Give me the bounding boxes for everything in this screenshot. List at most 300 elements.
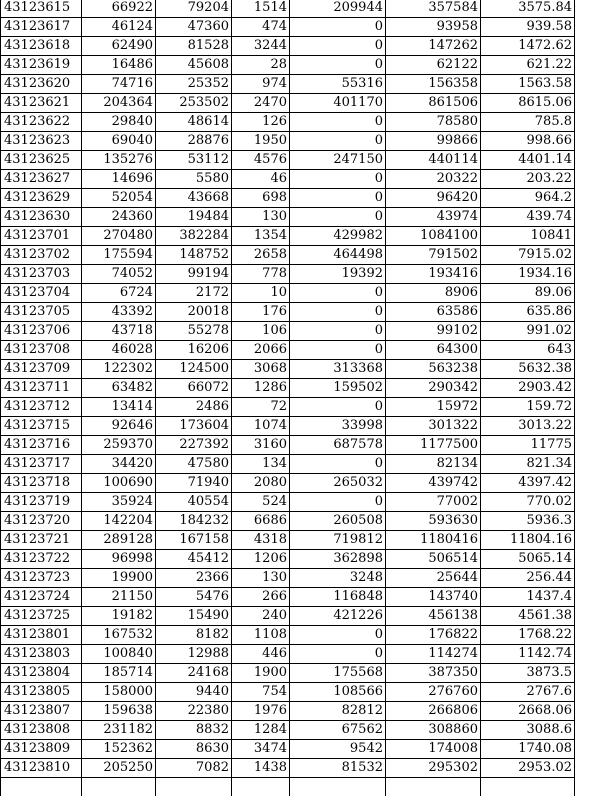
table-cell[interactable]: 429982	[290, 227, 386, 246]
table-cell[interactable]: 1768.22	[481, 626, 575, 645]
table-cell[interactable]: 247150	[290, 151, 386, 170]
table-cell[interactable]: 308860	[386, 721, 481, 740]
table-cell[interactable]: 43123711	[1, 379, 82, 398]
table-row	[1, 246, 575, 265]
table-cell[interactable]: 134	[232, 455, 290, 474]
table-cell[interactable]: 1976	[232, 702, 290, 721]
empty-cell[interactable]	[82, 778, 156, 796]
table-cell[interactable]: 253502	[156, 94, 232, 113]
table-cell[interactable]: 33998	[290, 417, 386, 436]
table-cell[interactable]: 63482	[82, 379, 156, 398]
table-cell[interactable]: 43123712	[1, 398, 82, 417]
empty-cell[interactable]	[481, 778, 575, 796]
table-cell[interactable]: 0	[290, 170, 386, 189]
table-cell[interactable]: 43123724	[1, 588, 82, 607]
table-cell[interactable]: 19182	[82, 607, 156, 626]
table-cell[interactable]: 19900	[82, 569, 156, 588]
table-cell[interactable]: 47580	[156, 455, 232, 474]
table-cell[interactable]: 0	[290, 132, 386, 151]
table-cell[interactable]: 96420	[386, 189, 481, 208]
table-cell[interactable]: 67562	[290, 721, 386, 740]
table-cell[interactable]: 43123701	[1, 227, 82, 246]
table-cell[interactable]: 991.02	[481, 322, 575, 341]
empty-cell[interactable]	[232, 778, 290, 796]
table-cell[interactable]: 2486	[156, 398, 232, 417]
table-cell[interactable]: 43668	[156, 189, 232, 208]
table-cell[interactable]: 1180416	[386, 531, 481, 550]
table-cell[interactable]: 8906	[386, 284, 481, 303]
table-cell[interactable]: 114274	[386, 645, 481, 664]
table-cell[interactable]: 3248	[290, 569, 386, 588]
table-cell[interactable]: 43123618	[1, 37, 82, 56]
table-cell[interactable]: 203.22	[481, 170, 575, 189]
table-cell[interactable]: 45608	[156, 56, 232, 75]
table-cell[interactable]: 2658	[232, 246, 290, 265]
table-cell[interactable]: 3088.6	[481, 721, 575, 740]
table-cell[interactable]: 46124	[82, 18, 156, 37]
table-cell[interactable]: 159.72	[481, 398, 575, 417]
table-cell[interactable]: 96998	[82, 550, 156, 569]
table-cell[interactable]: 63586	[386, 303, 481, 322]
table-cell[interactable]: 43123704	[1, 284, 82, 303]
table-cell[interactable]: 43718	[82, 322, 156, 341]
table-cell[interactable]: 13414	[82, 398, 156, 417]
table-cell[interactable]: 3160	[232, 436, 290, 455]
table-cell[interactable]: 791502	[386, 246, 481, 265]
table-cell[interactable]: 43123718	[1, 474, 82, 493]
table-cell[interactable]: 5580	[156, 170, 232, 189]
table-cell[interactable]: 69040	[82, 132, 156, 151]
table-cell[interactable]: 15972	[386, 398, 481, 417]
table-cell[interactable]: 0	[290, 493, 386, 512]
table-cell[interactable]: 0	[290, 645, 386, 664]
table-cell[interactable]: 439742	[386, 474, 481, 493]
table-cell[interactable]: 193416	[386, 265, 481, 284]
table-cell[interactable]: 106	[232, 322, 290, 341]
table-cell[interactable]: 778	[232, 265, 290, 284]
empty-cell[interactable]	[156, 778, 232, 796]
table-cell[interactable]: 4397.42	[481, 474, 575, 493]
table-cell[interactable]: 4401.14	[481, 151, 575, 170]
table-cell[interactable]: 0	[290, 37, 386, 56]
table-cell[interactable]: 8832	[156, 721, 232, 740]
table-cell[interactable]: 20322	[386, 170, 481, 189]
table-cell[interactable]: 24168	[156, 664, 232, 683]
table-cell[interactable]: 53112	[156, 151, 232, 170]
empty-cell[interactable]	[386, 778, 481, 796]
table-cell[interactable]: 82812	[290, 702, 386, 721]
table-cell[interactable]: 66072	[156, 379, 232, 398]
table-cell[interactable]: 159638	[82, 702, 156, 721]
table-cell[interactable]: 45412	[156, 550, 232, 569]
table-cell[interactable]: 29840	[82, 113, 156, 132]
table-cell[interactable]: 43123804	[1, 664, 82, 683]
table-cell[interactable]: 1934.16	[481, 265, 575, 284]
table-cell[interactable]: 74052	[82, 265, 156, 284]
table-cell[interactable]: 40554	[156, 493, 232, 512]
table-cell[interactable]: 289128	[82, 531, 156, 550]
table-cell[interactable]: 259370	[82, 436, 156, 455]
table-cell[interactable]: 1074	[232, 417, 290, 436]
table-cell[interactable]: 43123722	[1, 550, 82, 569]
table-cell[interactable]: 43123723	[1, 569, 82, 588]
table-cell[interactable]: 43123809	[1, 740, 82, 759]
table-cell[interactable]: 439.74	[481, 208, 575, 227]
table-cell[interactable]: 205250	[82, 759, 156, 778]
table-cell[interactable]: 1284	[232, 721, 290, 740]
table-cell[interactable]: 81528	[156, 37, 232, 56]
table-cell[interactable]: 1354	[232, 227, 290, 246]
table-cell[interactable]: 0	[290, 398, 386, 417]
table-cell[interactable]: 43123705	[1, 303, 82, 322]
table-cell[interactable]: 0	[290, 113, 386, 132]
table-cell[interactable]: 9440	[156, 683, 232, 702]
table-cell[interactable]: 3474	[232, 740, 290, 759]
table-cell[interactable]: 130	[232, 569, 290, 588]
table-cell[interactable]: 2953.02	[481, 759, 575, 778]
table-cell[interactable]: 21150	[82, 588, 156, 607]
table-cell[interactable]: 1108	[232, 626, 290, 645]
table-cell[interactable]: 19484	[156, 208, 232, 227]
table-cell[interactable]: 4561.38	[481, 607, 575, 626]
table-cell[interactable]: 14696	[82, 170, 156, 189]
table-cell[interactable]: 43123623	[1, 132, 82, 151]
table-cell[interactable]: 43123717	[1, 455, 82, 474]
table-cell[interactable]: 440114	[386, 151, 481, 170]
table-cell[interactable]: 176	[232, 303, 290, 322]
table-cell[interactable]: 5936.3	[481, 512, 575, 531]
table-cell[interactable]: 7915.02	[481, 246, 575, 265]
table-cell[interactable]: 167532	[82, 626, 156, 645]
table-cell[interactable]: 55278	[156, 322, 232, 341]
table-cell[interactable]: 4576	[232, 151, 290, 170]
table-cell[interactable]: 357584	[386, 0, 481, 18]
table-cell[interactable]: 2767.6	[481, 683, 575, 702]
table-cell[interactable]: 93958	[386, 18, 481, 37]
table-row	[1, 322, 575, 341]
table-cell[interactable]: 0	[290, 189, 386, 208]
table-cell[interactable]: 2903.42	[481, 379, 575, 398]
table-cell[interactable]: 16486	[82, 56, 156, 75]
table-cell[interactable]: 43123720	[1, 512, 82, 531]
table-cell[interactable]: 0	[290, 18, 386, 37]
table-cell[interactable]: 2470	[232, 94, 290, 113]
table-cell[interactable]: 43123716	[1, 436, 82, 455]
empty-cell[interactable]	[1, 778, 82, 796]
table-cell[interactable]: 43123622	[1, 113, 82, 132]
table-cell[interactable]: 122302	[82, 360, 156, 379]
table-cell[interactable]: 46	[232, 170, 290, 189]
table-cell[interactable]: 0	[290, 626, 386, 645]
table-cell[interactable]: 159502	[290, 379, 386, 398]
table-cell[interactable]: 635.86	[481, 303, 575, 322]
table-cell[interactable]: 16206	[156, 341, 232, 360]
table-cell[interactable]: 821.34	[481, 455, 575, 474]
table-body	[1, 0, 575, 796]
table-cell[interactable]: 28	[232, 56, 290, 75]
table-cell[interactable]: 593630	[386, 512, 481, 531]
table-cell[interactable]: 8182	[156, 626, 232, 645]
table-cell[interactable]: 43123615	[1, 0, 82, 18]
table-cell[interactable]: 446	[232, 645, 290, 664]
table-cell[interactable]: 563238	[386, 360, 481, 379]
table-cell[interactable]: 175568	[290, 664, 386, 683]
table-cell[interactable]: 6686	[232, 512, 290, 531]
table-cell[interactable]: 81532	[290, 759, 386, 778]
table-cell[interactable]: 43123805	[1, 683, 82, 702]
table-cell[interactable]: 43123721	[1, 531, 82, 550]
table-cell[interactable]: 43123808	[1, 721, 82, 740]
table-cell[interactable]: 62490	[82, 37, 156, 56]
table-cell[interactable]: 130	[232, 208, 290, 227]
table-cell[interactable]: 719812	[290, 531, 386, 550]
table-cell[interactable]: 5632.38	[481, 360, 575, 379]
table-cell[interactable]: 11804.16	[481, 531, 575, 550]
table-cell[interactable]: 15490	[156, 607, 232, 626]
table-cell[interactable]: 99866	[386, 132, 481, 151]
table-cell[interactable]: 148752	[156, 246, 232, 265]
table-cell[interactable]: 204364	[82, 94, 156, 113]
table-cell[interactable]: 35924	[82, 493, 156, 512]
table-cell[interactable]: 20018	[156, 303, 232, 322]
table-cell[interactable]: 34420	[82, 455, 156, 474]
table-cell[interactable]: 260508	[290, 512, 386, 531]
table-row	[1, 151, 575, 170]
table-cell[interactable]: 12988	[156, 645, 232, 664]
table-cell[interactable]: 72	[232, 398, 290, 417]
table-cell[interactable]: 621.22	[481, 56, 575, 75]
table-cell[interactable]: 1514	[232, 0, 290, 18]
table-cell[interactable]: 754	[232, 683, 290, 702]
table-cell[interactable]: 77002	[386, 493, 481, 512]
table-cell[interactable]: 1437.4	[481, 588, 575, 607]
table-cell[interactable]: 43123810	[1, 759, 82, 778]
table-cell[interactable]: 28876	[156, 132, 232, 151]
table-cell[interactable]: 43123801	[1, 626, 82, 645]
table-cell[interactable]: 71940	[156, 474, 232, 493]
table-cell[interactable]: 231182	[82, 721, 156, 740]
table-cell[interactable]: 10	[232, 284, 290, 303]
table-cell[interactable]: 175594	[82, 246, 156, 265]
table-cell[interactable]: 1740.08	[481, 740, 575, 759]
table-cell[interactable]: 1142.74	[481, 645, 575, 664]
table-cell[interactable]: 2172	[156, 284, 232, 303]
table-cell[interactable]: 276760	[386, 683, 481, 702]
table-cell[interactable]: 158000	[82, 683, 156, 702]
table-cell[interactable]: 176822	[386, 626, 481, 645]
table-cell[interactable]: 135276	[82, 151, 156, 170]
table-cell[interactable]: 266	[232, 588, 290, 607]
table-cell[interactable]: 99102	[386, 322, 481, 341]
table-cell[interactable]: 4318	[232, 531, 290, 550]
table-cell[interactable]: 295302	[386, 759, 481, 778]
table-cell[interactable]: 143740	[386, 588, 481, 607]
table-cell[interactable]: 43123703	[1, 265, 82, 284]
table-cell[interactable]: 3013.22	[481, 417, 575, 436]
table-cell[interactable]: 92646	[82, 417, 156, 436]
table-cell[interactable]: 116848	[290, 588, 386, 607]
table-row	[1, 18, 575, 37]
table-cell[interactable]: 290342	[386, 379, 481, 398]
table-cell[interactable]: 43123619	[1, 56, 82, 75]
table-cell[interactable]: 770.02	[481, 493, 575, 512]
table-cell[interactable]: 48614	[156, 113, 232, 132]
table-cell[interactable]: 10841	[481, 227, 575, 246]
table-cell[interactable]: 785.8	[481, 113, 575, 132]
table-cell[interactable]: 456138	[386, 607, 481, 626]
table-cell[interactable]: 421226	[290, 607, 386, 626]
table-cell[interactable]: 11775	[481, 436, 575, 455]
table-cell[interactable]: 939.58	[481, 18, 575, 37]
table-cell[interactable]: 401170	[290, 94, 386, 113]
table-cell[interactable]: 524	[232, 493, 290, 512]
table-cell[interactable]: 3873.5	[481, 664, 575, 683]
table-cell[interactable]: 99194	[156, 265, 232, 284]
table-cell[interactable]: 43974	[386, 208, 481, 227]
table-cell[interactable]: 9542	[290, 740, 386, 759]
table-cell[interactable]: 266806	[386, 702, 481, 721]
table-cell[interactable]: 474	[232, 18, 290, 37]
table-cell[interactable]: 22380	[156, 702, 232, 721]
table-cell[interactable]: 52054	[82, 189, 156, 208]
table-cell[interactable]: 256.44	[481, 569, 575, 588]
table-cell[interactable]: 108566	[290, 683, 386, 702]
table-cell[interactable]: 25352	[156, 75, 232, 94]
table-cell[interactable]: 0	[290, 455, 386, 474]
table-cell[interactable]: 79204	[156, 0, 232, 18]
table-cell[interactable]: 7082	[156, 759, 232, 778]
table-cell[interactable]: 43123706	[1, 322, 82, 341]
table-cell[interactable]: 687578	[290, 436, 386, 455]
table-cell[interactable]: 100840	[82, 645, 156, 664]
table-row	[1, 132, 575, 151]
table-cell[interactable]: 1900	[232, 664, 290, 683]
table-cell[interactable]: 270480	[82, 227, 156, 246]
table-cell[interactable]: 1563.58	[481, 75, 575, 94]
table-cell[interactable]: 82134	[386, 455, 481, 474]
table-cell[interactable]: 46028	[82, 341, 156, 360]
table-cell[interactable]: 19392	[290, 265, 386, 284]
table-cell[interactable]: 43123702	[1, 246, 82, 265]
table-cell[interactable]: 43123807	[1, 702, 82, 721]
table-cell[interactable]: 506514	[386, 550, 481, 569]
table-cell[interactable]: 43123620	[1, 75, 82, 94]
table-cell[interactable]: 78580	[386, 113, 481, 132]
table-cell[interactable]: 43123621	[1, 94, 82, 113]
table-cell[interactable]: 5476	[156, 588, 232, 607]
table-cell[interactable]: 3575.84	[481, 0, 575, 18]
table-cell[interactable]: 209944	[290, 0, 386, 18]
empty-cell[interactable]	[290, 778, 386, 796]
table-cell[interactable]: 74716	[82, 75, 156, 94]
table-cell[interactable]: 1950	[232, 132, 290, 151]
table-cell[interactable]: 43123709	[1, 360, 82, 379]
table-cell[interactable]: 6724	[82, 284, 156, 303]
table-cell[interactable]: 313368	[290, 360, 386, 379]
table-cell[interactable]: 167158	[156, 531, 232, 550]
table-cell[interactable]: 998.66	[481, 132, 575, 151]
table-cell[interactable]: 8630	[156, 740, 232, 759]
table-cell[interactable]: 184232	[156, 512, 232, 531]
table-cell[interactable]: 382284	[156, 227, 232, 246]
table-cell[interactable]: 1084100	[386, 227, 481, 246]
table-cell[interactable]: 64300	[386, 341, 481, 360]
table-cell[interactable]: 2066	[232, 341, 290, 360]
table-cell[interactable]: 126	[232, 113, 290, 132]
table-cell[interactable]: 2080	[232, 474, 290, 493]
table-cell[interactable]: 643	[481, 341, 575, 360]
table-cell[interactable]: 147262	[386, 37, 481, 56]
table-cell[interactable]: 362898	[290, 550, 386, 569]
table-cell[interactable]: 185714	[82, 664, 156, 683]
table-cell[interactable]: 142204	[82, 512, 156, 531]
table-cell[interactable]: 227392	[156, 436, 232, 455]
table-cell[interactable]: 698	[232, 189, 290, 208]
table-cell[interactable]: 43123803	[1, 645, 82, 664]
table-cell[interactable]: 3244	[232, 37, 290, 56]
table-cell[interactable]: 464498	[290, 246, 386, 265]
table-cell[interactable]: 43123629	[1, 189, 82, 208]
table-cell[interactable]: 0	[290, 284, 386, 303]
table-cell[interactable]: 5065.14	[481, 550, 575, 569]
table-cell[interactable]: 43123625	[1, 151, 82, 170]
table-cell[interactable]: 25644	[386, 569, 481, 588]
table-cell[interactable]: 55316	[290, 75, 386, 94]
table-cell[interactable]: 43123627	[1, 170, 82, 189]
table-cell[interactable]: 0	[290, 341, 386, 360]
table-cell[interactable]: 240	[232, 607, 290, 626]
table-cell[interactable]: 0	[290, 208, 386, 227]
table-cell[interactable]: 156358	[386, 75, 481, 94]
table-cell[interactable]: 2366	[156, 569, 232, 588]
table-cell[interactable]: 43123715	[1, 417, 82, 436]
table-cell[interactable]: 3068	[232, 360, 290, 379]
table-cell[interactable]: 152362	[82, 740, 156, 759]
table-cell[interactable]: 43123708	[1, 341, 82, 360]
table-cell[interactable]: 1206	[232, 550, 290, 569]
table-cell[interactable]: 62122	[386, 56, 481, 75]
table-cell[interactable]: 66922	[82, 0, 156, 18]
table-cell[interactable]: 43123725	[1, 607, 82, 626]
table-cell[interactable]: 2668.06	[481, 702, 575, 721]
table-cell[interactable]: 24360	[82, 208, 156, 227]
table-cell[interactable]: 0	[290, 56, 386, 75]
table-cell[interactable]: 861506	[386, 94, 481, 113]
table-cell[interactable]: 265032	[290, 474, 386, 493]
table-cell[interactable]: 1472.62	[481, 37, 575, 56]
table-cell[interactable]: 47360	[156, 18, 232, 37]
table-cell[interactable]: 1438	[232, 759, 290, 778]
table-cell[interactable]: 0	[290, 322, 386, 341]
table-cell[interactable]: 174008	[386, 740, 481, 759]
table-cell[interactable]: 89.06	[481, 284, 575, 303]
table-cell[interactable]: 964.2	[481, 189, 575, 208]
table-cell[interactable]: 100690	[82, 474, 156, 493]
table-cell[interactable]: 173604	[156, 417, 232, 436]
table-cell[interactable]: 1177500	[386, 436, 481, 455]
table-cell[interactable]: 0	[290, 303, 386, 322]
table-cell[interactable]: 1286	[232, 379, 290, 398]
table-cell[interactable]: 43123630	[1, 208, 82, 227]
table-cell[interactable]: 43123617	[1, 18, 82, 37]
table-cell[interactable]: 974	[232, 75, 290, 94]
table-cell[interactable]: 301322	[386, 417, 481, 436]
table-cell[interactable]: 124500	[156, 360, 232, 379]
table-cell[interactable]: 8615.06	[481, 94, 575, 113]
table-cell[interactable]: 43392	[82, 303, 156, 322]
table-cell[interactable]: 387350	[386, 664, 481, 683]
table-cell[interactable]: 43123719	[1, 493, 82, 512]
